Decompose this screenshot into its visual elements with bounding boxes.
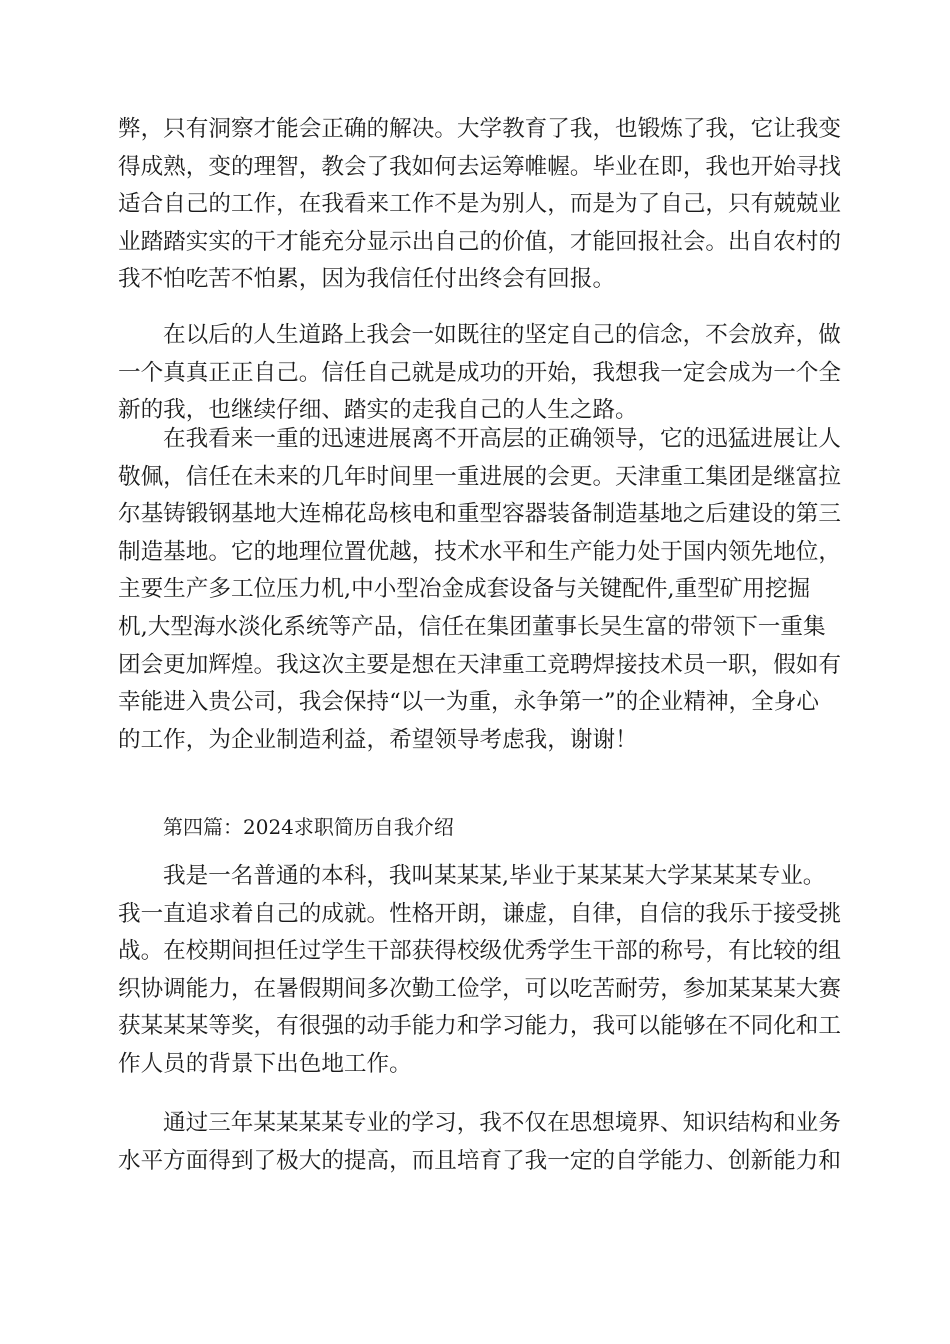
text-line: 尔基铸锻钢基地大连棉花岛核电和重型容器装备制造基地之后建设的第三 xyxy=(118,501,841,528)
text-line: 机,大型海水淡化系统等产品，信任在集团董事长吴生富的带领下一重集 xyxy=(118,613,826,640)
text-line: 适合自己的工作，在我看来工作不是为别人，而是为了自己，只有兢兢业 xyxy=(118,191,841,218)
text-line: 在以后的人生道路上我会一如既往的坚定自己的信念，不会放弃，做 xyxy=(163,322,841,348)
paragraph-company xyxy=(118,421,841,759)
paragraph-life-path xyxy=(118,317,841,430)
text-line: 的工作，为企业制造利益，希望领导考虑我，谢谢！ xyxy=(118,726,638,753)
paragraph-study xyxy=(118,1105,841,1180)
text-line: 敬佩，信任在未来的几年时间里一重进展的会更。天津重工集团是继富拉 xyxy=(118,463,841,490)
text-line: 幸能进入贵公司，我会保持“以一为重，永争第一”的企业精神，全身心 xyxy=(118,689,819,716)
text-line: 我不怕吃苦不怕累，因为我信任付出终会有回报。 xyxy=(118,266,616,293)
section-heading: 第四篇：2024求职简历自我介绍 xyxy=(163,815,454,839)
text-line: 主要生产多工位压力机,中小型冶金成套设备与关键配件,重型矿用挖掘 xyxy=(118,576,811,603)
text-line: 获某某某等奖，有很强的动手能力和学习能力，我可以能够在不同化和工 xyxy=(118,1013,841,1040)
paragraph-self-intro xyxy=(118,858,841,1084)
text-line: 得成熟，变的理智，教会了我如何去运筹帷幄。毕业在即，我也开始寻找 xyxy=(118,153,841,180)
text-line: 弊，只有洞察才能会正确的解决。大学教育了我，也锻炼了我，它让我变 xyxy=(118,116,841,142)
text-line: 在我看来一重的迅速进展离不开高层的正确领导，它的迅猛进展让人 xyxy=(163,426,841,452)
text-line: 织协调能力，在暑假期间多次勤工俭学，可以吃苦耐劳，参加某某某大赛 xyxy=(118,975,841,1002)
text-line: 制造基地。它的地理位置优越，技术水平和生产能力处于国内领先地位， xyxy=(118,538,841,565)
text-line: 我是一名普通的本科，我叫某某某,毕业于某某某大学某某某专业。 xyxy=(163,863,826,889)
text-line: 团会更加辉煌。我这次主要是想在天津重工竞聘焊接技术员一职，假如有 xyxy=(118,651,841,678)
text-line: 战。在校期间担任过学生干部获得校级优秀学生干部的称号，有比较的组 xyxy=(118,938,841,965)
text-line: 通过三年某某某某专业的学习，我不仅在思想境界、知识结构和业务 xyxy=(163,1110,841,1136)
text-line: 水平方面得到了极大的提高，而且培育了我一定的自学能力、创新能力和 xyxy=(118,1147,841,1174)
text-line: 作人员的背景下出色地工作。 xyxy=(118,1050,412,1077)
text-line: 我一直追求着自己的成就。性格开朗，谦虚，自律，自信的我乐于接受挑 xyxy=(118,900,841,927)
paragraph-continuation xyxy=(118,111,841,299)
text-line: 一个真真正正自己。信任自己就是成功的开始，我想我一定会成为一个全 xyxy=(118,359,841,386)
text-line: 业踏踏实实的干才能充分显示出自己的价值，才能回报社会。出自农村的 xyxy=(118,228,841,255)
text-line: 新的我，也继续仔细、踏实的走我自己的人生之路。 xyxy=(118,397,638,424)
